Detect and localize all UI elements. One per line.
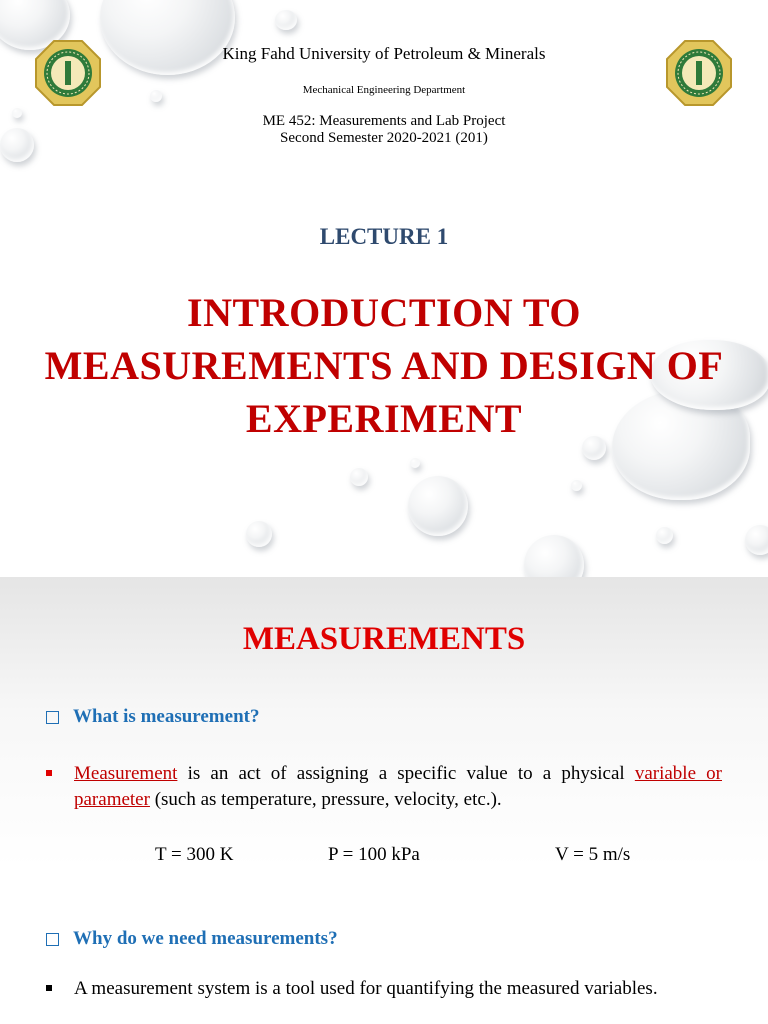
- lecture-title: [0, 286, 768, 445]
- water-drop-decoration: [656, 527, 673, 544]
- definition-bullet: [46, 761, 722, 813]
- definition-text: [74, 761, 722, 813]
- example-velocity: V = 5 m/s: [555, 844, 631, 865]
- semester: Second Semester 2020-2021 (201): [280, 130, 488, 146]
- checkbox-bullet-icon: [46, 933, 59, 946]
- course-info: [0, 113, 768, 147]
- term-variable-parameter: variable or parameter: [74, 763, 722, 810]
- water-drop-decoration: [410, 458, 420, 468]
- definition-part-1: is an act of assigning a specific value to a physical: [177, 763, 635, 784]
- example-pressure: P = 100 kPa: [328, 844, 420, 865]
- square-bullet-icon: [46, 770, 52, 776]
- checkbox-bullet-icon: [46, 711, 59, 724]
- water-drop-decoration: [524, 535, 584, 577]
- definition-part-2: (such as temperature, pressure, velocity, etc.).: [149, 789, 502, 810]
- question-1: [46, 706, 259, 728]
- slide-heading: MEASUREMENTS: [242, 621, 526, 657]
- purpose-bullet: [46, 976, 722, 1002]
- water-drop-decoration: [571, 480, 582, 491]
- water-drop-decoration: [745, 525, 768, 555]
- square-bullet-icon: [46, 985, 52, 991]
- department-name: Mechanical Engineering Department: [302, 84, 466, 96]
- course-title: ME 452: Measurements and Lab Project: [262, 113, 506, 129]
- title-line-3: EXPERIMENT: [245, 396, 523, 441]
- question-2: [46, 928, 338, 950]
- water-drop-decoration: [350, 468, 368, 486]
- water-drop-decoration: [408, 476, 468, 536]
- university-name: King Fahd University of Petroleum & Minerals: [222, 44, 546, 63]
- title-line-1: INTRODUCTION TO: [187, 290, 581, 335]
- lecture-label: LECTURE 1: [319, 224, 449, 249]
- example-temperature: T = 300 K: [155, 844, 234, 865]
- term-measurement: Measurement: [74, 763, 178, 784]
- question-2-text: Why do we need measurements?: [73, 928, 338, 949]
- measurements-slide: [0, 577, 768, 1024]
- purpose-text: A measurement system is a tool used for quantifying the measured variables.: [74, 978, 658, 999]
- question-1-text: What is measurement?: [73, 706, 260, 727]
- title-line-2: MEASUREMENTS AND DESIGN OF: [44, 343, 724, 388]
- water-drop-decoration: [275, 10, 297, 30]
- water-drop-decoration: [246, 521, 272, 547]
